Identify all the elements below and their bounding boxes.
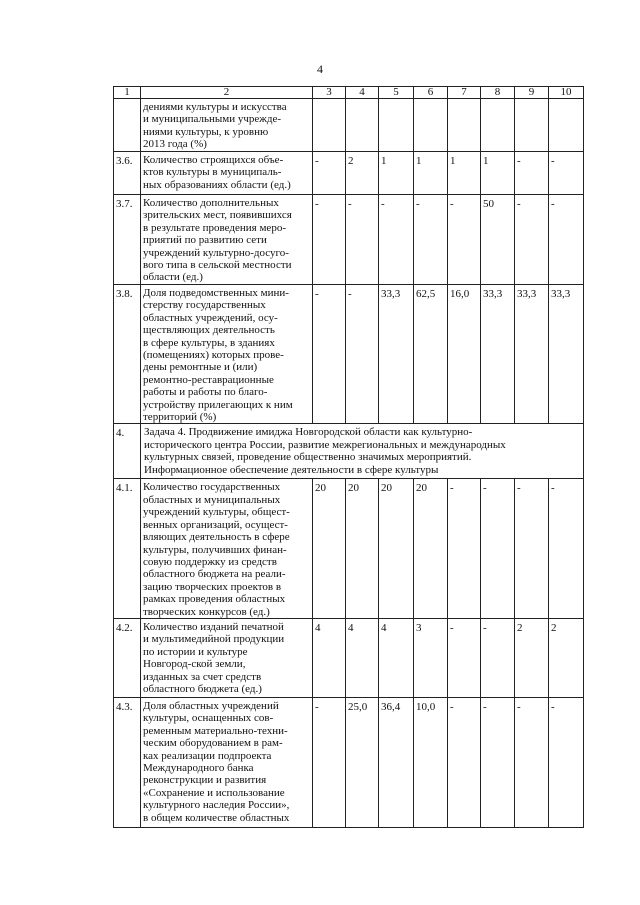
indicator-value: 50 (481, 195, 515, 285)
indicator-value: 62,5 (414, 285, 448, 424)
indicator-value: 33,3 (379, 285, 414, 424)
header-cell: 9 (515, 87, 549, 99)
table-row (114, 285, 584, 424)
indicator-description: Доля подведомственных мини- стерству государственных областных учреждений, осу- ществляющих деятельность в сфере культуры, в зданиях (помещениях) которых прове- дены ремонтные и (или) ремонтно-реставрационные работы и работы по благо- устройству прилегающих к ним территорий (%) (141, 285, 313, 424)
header-cell: 7 (448, 87, 481, 99)
table-row (114, 99, 584, 152)
indicator-value: 20 (379, 479, 414, 618)
header-cell: 8 (481, 87, 515, 99)
indicator-value (515, 99, 549, 152)
indicator-value: - (379, 195, 414, 285)
page-number: 4 (317, 62, 323, 76)
indicator-value: - (515, 152, 549, 195)
indicator-value: - (448, 618, 481, 697)
indicator-value: 2 (549, 618, 584, 697)
row-number: 4.1. (114, 479, 141, 618)
indicator-value: - (414, 195, 448, 285)
indicator-value: - (346, 195, 379, 285)
indicator-value: - (481, 697, 515, 827)
indicator-description: Количество строящихся объе- ктов культуры в муниципаль- ных образованиях области (ед.) (141, 152, 313, 195)
indicator-value: 4 (346, 618, 379, 697)
row-number: 3.6. (114, 152, 141, 195)
task-row (114, 424, 584, 479)
indicator-value: - (313, 697, 346, 827)
indicator-value: 33,3 (549, 285, 584, 424)
indicator-value: 20 (414, 479, 448, 618)
indicator-value: - (448, 195, 481, 285)
indicator-value: 4 (313, 618, 346, 697)
table-row (114, 479, 584, 618)
indicator-value: 25,0 (346, 697, 379, 827)
indicator-value: 1 (414, 152, 448, 195)
indicator-value: - (549, 195, 584, 285)
header-cell: 3 (313, 87, 346, 99)
indicator-value (379, 99, 414, 152)
indicator-value: - (481, 479, 515, 618)
table-row (114, 152, 584, 195)
row-number: 3.7. (114, 195, 141, 285)
indicator-value: 33,3 (481, 285, 515, 424)
indicator-value: 1 (448, 152, 481, 195)
indicator-value: - (515, 479, 549, 618)
table-row (114, 618, 584, 697)
table-row (114, 195, 584, 285)
indicator-value: - (448, 697, 481, 827)
header-cell: 10 (549, 87, 584, 99)
header-row (114, 87, 584, 99)
indicator-value: - (549, 479, 584, 618)
indicator-value: - (549, 697, 584, 827)
row-number: 3.8. (114, 285, 141, 424)
row-number (114, 99, 141, 152)
indicator-value (346, 99, 379, 152)
indicator-value: 1 (379, 152, 414, 195)
row-number: 4.3. (114, 697, 141, 827)
indicator-value: - (515, 195, 549, 285)
header-cell: 4 (346, 87, 379, 99)
indicator-value (448, 99, 481, 152)
indicator-value: 2 (515, 618, 549, 697)
header-cell: 5 (379, 87, 414, 99)
indicator-value: - (448, 479, 481, 618)
indicator-value: 36,4 (379, 697, 414, 827)
table-row (114, 697, 584, 827)
indicator-value: 4 (379, 618, 414, 697)
indicator-value: 10,0 (414, 697, 448, 827)
indicator-value: 20 (346, 479, 379, 618)
indicator-value (313, 99, 346, 152)
indicator-value: 1 (481, 152, 515, 195)
indicator-value: - (313, 152, 346, 195)
header-cell: 6 (414, 87, 448, 99)
row-number: 4.2. (114, 618, 141, 697)
row-number: 4. (114, 424, 141, 479)
indicator-value (414, 99, 448, 152)
indicator-value: - (515, 697, 549, 827)
task-description: Задача 4. Продвижение имиджа Новгородской области как культурно- исторического центра России, развитие межрегиональных и международных культурных связей, проведение общественно значимых мероприятий. Информационное обеспечение деятельности в сфере культуры (141, 424, 584, 479)
indicator-description: Количество изданий печатной и мультимедийной продукции по истории и культуре Новгород-ской земли, изданных за счет средств областного бюджета (ед.) (141, 618, 313, 697)
indicator-value (549, 99, 584, 152)
indicator-description: дениями культуры и искусства и муниципальными учрежде- ниями культуры, к уровню 2013 года (%) (141, 99, 313, 152)
indicators-table (113, 86, 584, 828)
indicator-value: - (481, 618, 515, 697)
indicator-value: 2 (346, 152, 379, 195)
indicator-description: Количество государственных областных и муниципальных учреждений культуры, общест- венных организаций, осущест- вляющих деятельность в сфере культуры, получивших финан- совую поддержку из средств областного бюджета на реали- зацию творческих проектов в рамках проведения областных творческих конкурсов (ед.) (141, 479, 313, 618)
indicator-value: 3 (414, 618, 448, 697)
indicator-value: - (346, 285, 379, 424)
indicator-value (481, 99, 515, 152)
indicator-value: 16,0 (448, 285, 481, 424)
indicator-value: - (313, 285, 346, 424)
indicator-value: - (313, 195, 346, 285)
indicator-description: Количество дополнительных зрительских мест, появившихся в результате проведения меро- приятий по развитию сети учреждений культурно-досуго- вого типа в сельской местности области (ед.) (141, 195, 313, 285)
indicator-value: - (549, 152, 584, 195)
header-cell: 2 (141, 87, 313, 99)
header-cell: 1 (114, 87, 141, 99)
indicator-description: Доля областных учреждений культуры, оснащенных сов- ременным материально-техни- ческим оборудованием в рам- ках реализации подпроекта Международного банка реконструкции и развития «Сохранение и использование культурного наследия России», в общем количестве областных (141, 697, 313, 827)
indicator-value: 33,3 (515, 285, 549, 424)
indicator-value: 20 (313, 479, 346, 618)
